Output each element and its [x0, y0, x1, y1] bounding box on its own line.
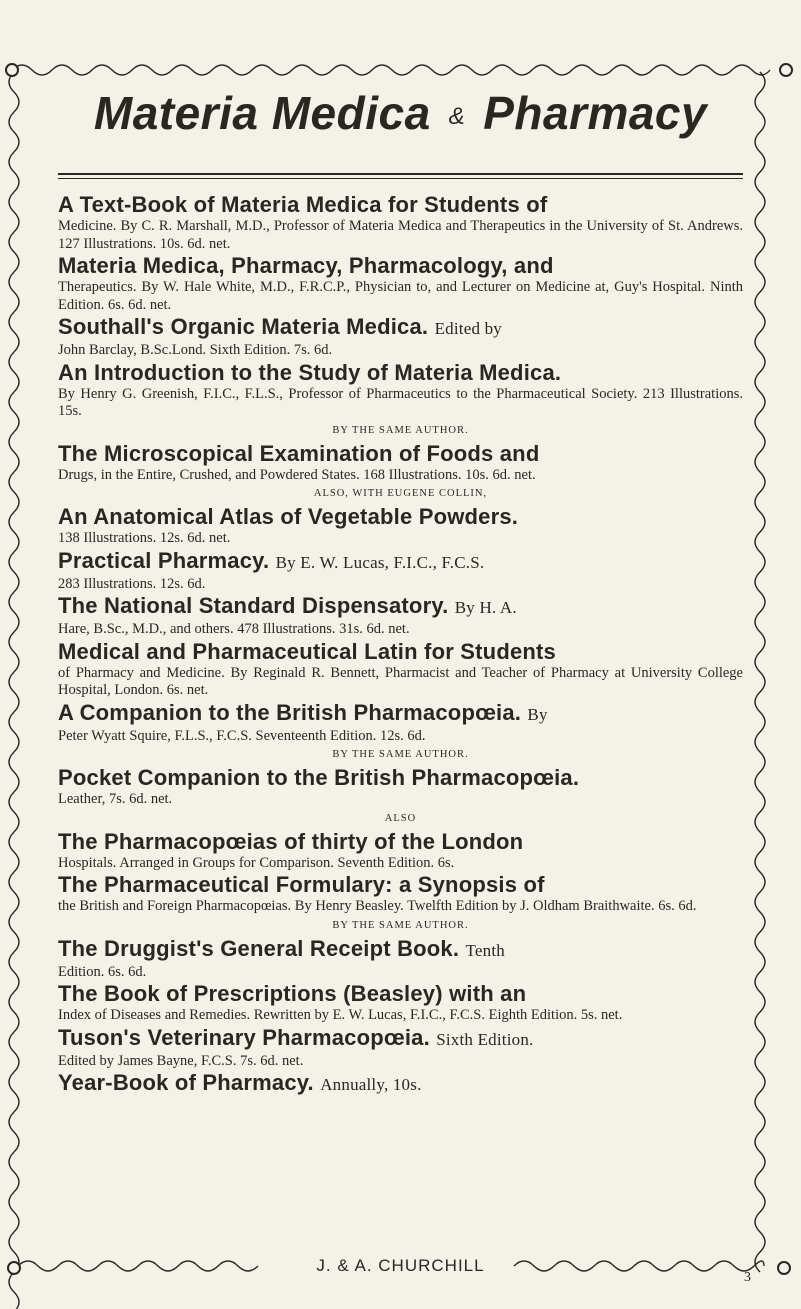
book-entry: [58, 1025, 743, 1071]
book-title-text: The Pharmacopœias of thirty of the London: [58, 828, 524, 854]
book-entry: [58, 593, 743, 639]
book-title-text: Pocket Companion to the British Pharmacopœia.: [58, 765, 580, 790]
book-description: Hare, B.Sc., M.D., and others. 478 Illustrations. 31s. 6d. net.: [58, 621, 410, 637]
book-entry: [58, 441, 743, 485]
left-wavy-border: [9, 72, 19, 1309]
book-title: [58, 1070, 743, 1098]
corner-ring-top-right: [780, 64, 792, 76]
book-title-tail: By H. A.: [454, 598, 517, 617]
book-title: [58, 253, 743, 279]
book-description: Index of Diseases and Remedies. Rewritten by E. W. Lucas, F.I.C., F.C.S. Eighth Edition. 5s. net.: [58, 1007, 623, 1023]
page-number: 3: [744, 1270, 751, 1285]
corner-ring-top-left: [6, 64, 18, 76]
header-left-title: Materia Medica: [93, 87, 431, 139]
book-entry: [58, 548, 743, 594]
book-title-text: An Anatomical Atlas of Vegetable Powders.: [58, 504, 519, 529]
book-title: [58, 765, 743, 791]
book-entry: [58, 314, 743, 360]
book-title-text: The Book of Prescriptions (Beasley) with an: [58, 981, 527, 1006]
book-title: [58, 360, 743, 386]
header-right-title: Pharmacy: [483, 87, 708, 139]
section-note: BY THE SAME AUTHOR.: [332, 424, 469, 436]
book-entry: [58, 765, 743, 809]
book-title-text: A Companion to the British Pharmacopœia.: [58, 699, 522, 725]
book-title: [58, 981, 743, 1007]
book-description: Drugs, in the Entire, Crushed, and Powdered States. 168 Illustrations. 10s. 6d. net.: [58, 466, 536, 483]
book-description: 138 Illustrations. 12s. 6d. net.: [58, 530, 231, 546]
book-entry: [58, 253, 743, 314]
book-title-tail: Sixth Edition.: [436, 1029, 534, 1049]
book-title: [58, 314, 743, 342]
top-wavy-border: [12, 65, 770, 75]
book-title-text: The Pharmaceutical Formulary: a Synopsis of: [58, 872, 545, 897]
book-title-text: A Text-Book of Materia Medica for Students of: [58, 192, 548, 217]
book-title-text: An Introduction to the Study of Materia Medica.: [58, 359, 562, 385]
book-title: [58, 639, 743, 665]
header-rule-thick: [58, 173, 743, 175]
book-description: Edited by James Bayne, F.C.S. 7s. 6d. net.: [58, 1052, 304, 1069]
book-title-tail: Tenth: [465, 940, 505, 960]
book-list: [58, 192, 743, 1098]
book-title-text: The National Standard Dispensatory.: [58, 593, 449, 618]
book-entry: [58, 192, 743, 253]
publisher-footer: J. & A. CHURCHILL: [316, 1256, 485, 1275]
section-note: BY THE SAME AUTHOR.: [332, 919, 469, 931]
book-title: [58, 593, 743, 621]
book-entry: [58, 504, 743, 548]
book-title: [58, 548, 743, 576]
book-title-tail: By: [527, 704, 548, 724]
book-title-text: Southall's Organic Materia Medica.: [58, 314, 429, 339]
book-entry: [58, 829, 743, 873]
section-note: ALSO, WITH EUGENE COLLIN,: [313, 488, 488, 499]
book-entry: [58, 936, 743, 982]
book-entry: [58, 700, 743, 746]
right-wavy-border: [755, 72, 765, 1272]
section-note: ALSO: [384, 812, 417, 824]
book-title: [58, 700, 743, 728]
book-entry: [58, 1070, 743, 1098]
book-title: [58, 504, 743, 530]
book-title-text: The Microscopical Examination of Foods and: [58, 440, 540, 466]
book-title-text: Year-Book of Pharmacy.: [58, 1070, 314, 1095]
book-title: [58, 441, 743, 467]
book-title: [58, 1025, 743, 1053]
book-description: Hospitals. Arranged in Groups for Comparison. Seventh Edition. 6s.: [58, 854, 455, 871]
book-entry: [58, 872, 743, 916]
book-description: Medicine. By C. R. Marshall, M.D., Professor of Materia Medica and Therapeutics in the University of St. Andrews. 127 Illustrations. 10s. 6d. net.: [58, 218, 743, 252]
book-description: Leather, 7s. 6d. net.: [58, 791, 173, 807]
book-title-text: Tuson's Veterinary Pharmacopœia.: [58, 1024, 430, 1050]
book-title: [58, 936, 743, 964]
book-title: [58, 192, 743, 218]
book-title-tail: Annually, 10s.: [320, 1075, 422, 1094]
book-description: of Pharmacy and Medicine. By Reginald R. Bennett, Pharmacist and Teacher of Pharmacy at University College Hospital, London. 6s. net.: [58, 664, 743, 698]
book-title: [58, 829, 743, 855]
book-description: Therapeutics. By W. Hale White, M.D., F.R.C.P., Physician to, and Lecturer on Medicine at, Guy's Hospital. Ninth Edition. 6s. 6d. net.: [58, 279, 743, 313]
book-description: John Barclay, B.Sc.Lond. Sixth Edition. 7s. 6d.: [58, 342, 333, 358]
book-entry: [58, 639, 743, 700]
book-entry: [58, 360, 743, 421]
header-rule-thin: [58, 178, 743, 179]
book-title-text: Materia Medica, Pharmacy, Pharmacology, and: [58, 253, 554, 278]
book-title-text: Medical and Pharmaceutical Latin for Students: [58, 638, 556, 664]
book-description: Edition. 6s. 6d.: [58, 963, 147, 980]
page-header: [40, 86, 761, 140]
book-title-tail: By E. W. Lucas, F.I.C., F.C.S.: [275, 552, 485, 572]
book-description: the British and Foreign Pharmacopœias. By Henry Beasley. Twelfth Edition by J. Oldham Braithwaite. 6s. 6d.: [58, 898, 697, 914]
book-description: 283 Illustrations. 12s. 6d.: [58, 575, 206, 592]
book-title: [58, 872, 743, 898]
book-title-text: The Druggist's General Receipt Book.: [58, 935, 460, 961]
book-entry: [58, 981, 743, 1025]
book-title-tail: Edited by: [434, 319, 502, 338]
book-description: Peter Wyatt Squire, F.L.S., F.C.S. Seventeenth Edition. 12s. 6d.: [58, 727, 426, 744]
book-description: By Henry G. Greenish, F.I.C., F.L.S., Professor of Pharmaceutics to the Pharmaceutical Society. 213 Illustrations. 15s.: [58, 385, 743, 419]
header-ampersand: &: [448, 102, 466, 130]
section-note: BY THE SAME AUTHOR.: [332, 749, 469, 760]
book-title-text: Practical Pharmacy.: [58, 547, 270, 573]
